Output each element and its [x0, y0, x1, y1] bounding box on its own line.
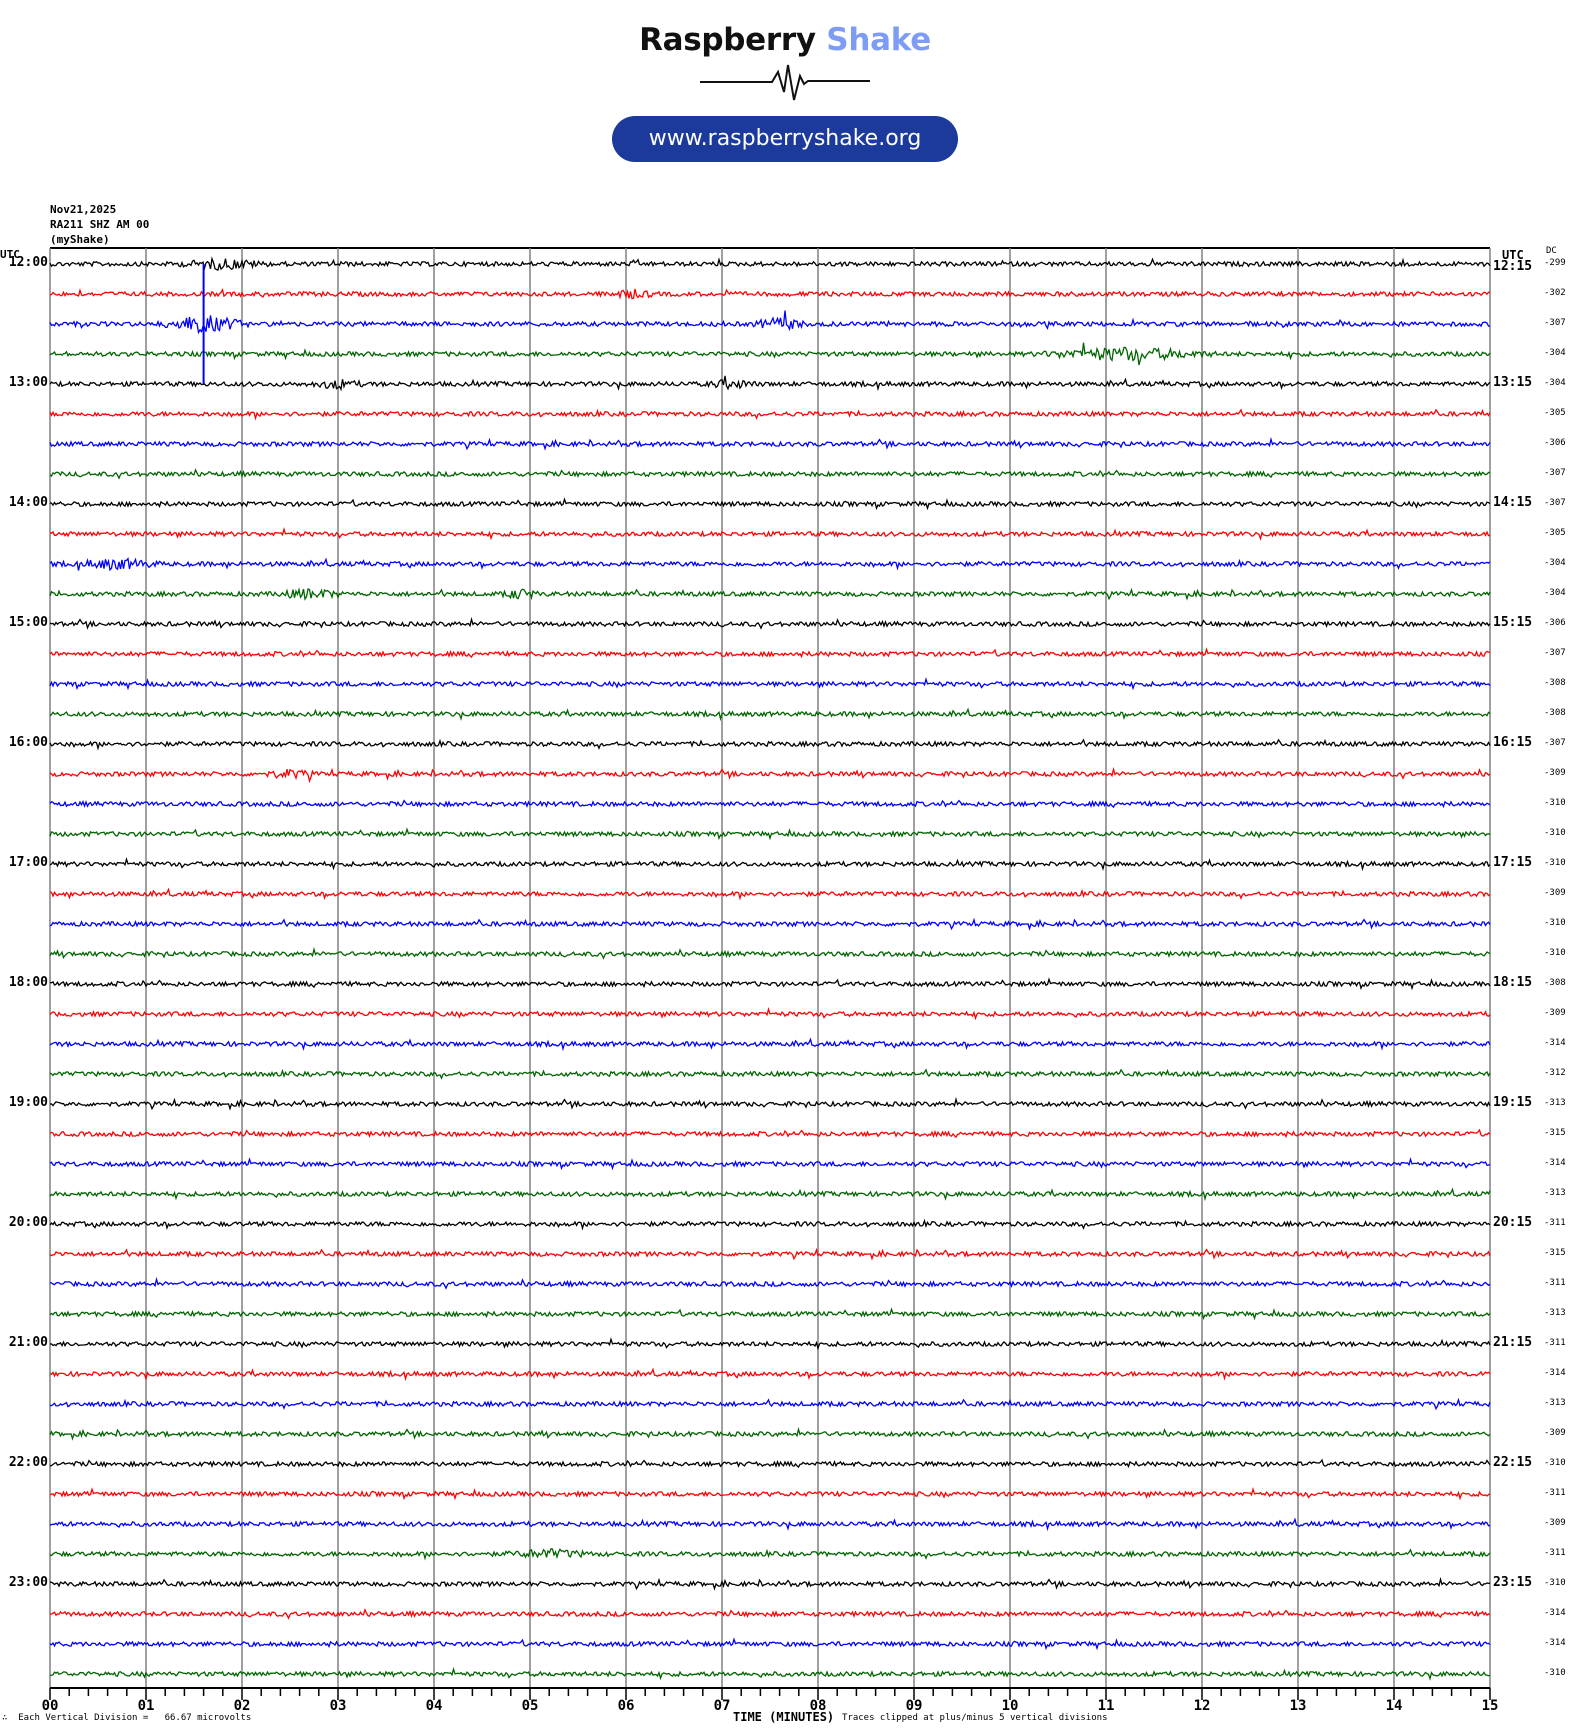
right-hour-label: 22:15 — [1493, 1455, 1533, 1470]
left-hour-label: 15:00 — [8, 615, 48, 630]
dc-offset-label: -308 — [1544, 708, 1566, 718]
right-hour-label: 13:15 — [1493, 375, 1533, 390]
right-hour-label: 15:15 — [1493, 615, 1533, 630]
right-hour-label: 12:15 — [1493, 259, 1533, 274]
trace-19 — [50, 829, 1490, 838]
trace-45 — [50, 1610, 1490, 1618]
x-tick-label: 00 — [41, 1698, 59, 1714]
trace-8 — [50, 499, 1490, 508]
dc-offset-label: -305 — [1544, 408, 1566, 418]
dc-header: DC — [1546, 246, 1557, 256]
x-tick-label: 15 — [1481, 1698, 1499, 1714]
trace-23 — [50, 949, 1490, 958]
dc-offset-label: -310 — [1544, 1578, 1566, 1588]
trace-16 — [50, 740, 1490, 748]
clip-note: Traces clipped at plus/minus 5 vertical divisions — [842, 1713, 1108, 1723]
dc-offset-label: -309 — [1544, 768, 1566, 778]
left-hour-label: 20:00 — [8, 1215, 48, 1230]
right-hour-label: 16:15 — [1493, 735, 1533, 750]
right-hour-label: 19:15 — [1493, 1095, 1533, 1110]
scale-note — [2, 1713, 251, 1723]
date-label: Nov21,2025 — [50, 203, 117, 216]
x-tick-label: 12 — [1193, 1698, 1211, 1714]
trace-34 — [50, 1279, 1490, 1288]
dc-offset-label: -307 — [1544, 318, 1566, 328]
trace-36 — [50, 1339, 1490, 1348]
left-hour-label: 19:00 — [8, 1095, 48, 1110]
dc-offset-label: -309 — [1544, 1518, 1566, 1528]
dc-offset-label: -314 — [1544, 1158, 1566, 1168]
dc-offset-label: -314 — [1544, 1368, 1566, 1378]
dc-offset-label: -309 — [1544, 1428, 1566, 1438]
x-tick-label: 08 — [809, 1698, 827, 1714]
logo-title-raspberry: Raspberry — [639, 22, 816, 58]
right-hour-label: 23:15 — [1493, 1575, 1533, 1590]
trace-15 — [50, 709, 1490, 718]
x-tick-label: 10 — [1001, 1698, 1019, 1714]
dc-offset-label: -310 — [1544, 858, 1566, 868]
dc-offset-label: -311 — [1544, 1278, 1566, 1288]
dc-offset-label: -302 — [1544, 288, 1566, 298]
x-axis-title: TIME (MINUTES) — [733, 1710, 835, 1724]
trace-40 — [50, 1460, 1490, 1467]
dc-offset-label: -309 — [1544, 1008, 1566, 1018]
website-url-link[interactable]: www.raspberryshake.org — [612, 116, 958, 162]
x-tick-label: 01 — [137, 1698, 155, 1714]
dc-offset-label: -315 — [1544, 1248, 1566, 1258]
left-hour-label: 17:00 — [8, 855, 48, 870]
trace-22 — [50, 920, 1490, 929]
trace-9 — [50, 529, 1490, 538]
trace-37 — [50, 1369, 1490, 1378]
left-hour-label: 22:00 — [8, 1455, 48, 1470]
trace-41 — [50, 1489, 1490, 1498]
trace-11 — [50, 589, 1490, 599]
dc-offset-label: -304 — [1544, 558, 1566, 568]
x-axis — [50, 1688, 1490, 1700]
dc-offset-label: -314 — [1544, 1038, 1566, 1048]
scale-prefix: Each Vertical Division = — [18, 1713, 149, 1723]
dc-offset-label: -304 — [1544, 588, 1566, 598]
x-tick-label: 09 — [905, 1698, 923, 1714]
scale-value: 66.67 microvolts — [164, 1713, 252, 1723]
right-hour-label: 18:15 — [1493, 975, 1533, 990]
dc-offset-label: -311 — [1544, 1338, 1566, 1348]
x-tick-label: 04 — [425, 1698, 443, 1714]
trace-35 — [50, 1309, 1490, 1318]
dc-offset-label: -309 — [1544, 888, 1566, 898]
corner-mark: ∴ — [2, 1713, 8, 1723]
x-tick-label: 06 — [617, 1698, 635, 1714]
grid-lines — [50, 248, 1490, 1688]
left-utc-header: UTC — [0, 248, 20, 261]
left-hour-label: 12:00 — [8, 255, 48, 270]
dc-offset-label: -311 — [1544, 1218, 1566, 1228]
trace-3 — [50, 343, 1490, 365]
x-tick-label: 14 — [1385, 1698, 1403, 1714]
right-hour-label: 14:15 — [1493, 495, 1533, 510]
trace-20 — [50, 859, 1490, 868]
trace-25 — [50, 1009, 1490, 1018]
traces — [50, 259, 1490, 1679]
x-tick-label: 13 — [1289, 1698, 1307, 1714]
left-hour-label: 16:00 — [8, 735, 48, 750]
dc-offset-label: -313 — [1544, 1398, 1566, 1408]
x-tick-label: 02 — [233, 1698, 251, 1714]
dc-offset-label: -305 — [1544, 528, 1566, 538]
dc-offset-label: -312 — [1544, 1068, 1566, 1078]
dc-offset-label: -314 — [1544, 1638, 1566, 1648]
trace-42 — [50, 1519, 1490, 1528]
trace-27 — [50, 1070, 1490, 1078]
dc-offset-label: -310 — [1544, 918, 1566, 928]
dc-offset-label: -299 — [1544, 258, 1566, 268]
trace-10 — [50, 559, 1490, 571]
trace-18 — [50, 801, 1490, 808]
trace-1 — [50, 289, 1490, 299]
dc-offset-label: -306 — [1544, 438, 1566, 448]
dc-offset-label: -307 — [1544, 648, 1566, 658]
dc-offset-label: -313 — [1544, 1098, 1566, 1108]
network-label: (myShake) — [50, 233, 110, 246]
trace-46 — [50, 1639, 1490, 1648]
dc-offset-label: -310 — [1544, 948, 1566, 958]
trace-5 — [50, 410, 1490, 418]
trace-38 — [50, 1400, 1490, 1409]
dc-offset-label: -308 — [1544, 678, 1566, 688]
dc-offset-label: -310 — [1544, 828, 1566, 838]
dc-offset-label: -311 — [1544, 1548, 1566, 1558]
trace-33 — [50, 1250, 1490, 1259]
trace-29 — [50, 1130, 1490, 1137]
x-tick-label: 03 — [329, 1698, 347, 1714]
trace-0 — [50, 259, 1490, 270]
left-hour-label: 18:00 — [8, 975, 48, 990]
dc-offset-label: -311 — [1544, 1488, 1566, 1498]
dc-offset-label: -307 — [1544, 468, 1566, 478]
trace-4 — [50, 376, 1490, 389]
trace-26 — [50, 1039, 1490, 1048]
logo-title-shake: Shake — [826, 22, 931, 58]
trace-24 — [50, 979, 1490, 988]
trace-21 — [50, 889, 1490, 898]
dc-offset-label: -304 — [1544, 348, 1566, 358]
trace-47 — [50, 1669, 1490, 1678]
trace-32 — [50, 1221, 1490, 1228]
dc-offset-label: -308 — [1544, 978, 1566, 988]
trace-12 — [50, 619, 1490, 628]
dc-offset-label: -306 — [1544, 618, 1566, 628]
trace-31 — [50, 1189, 1490, 1198]
trace-17 — [50, 769, 1490, 781]
left-hour-label: 13:00 — [8, 375, 48, 390]
x-tick-label: 11 — [1097, 1698, 1115, 1714]
right-hour-label: 21:15 — [1493, 1335, 1533, 1350]
x-tick-label: 07 — [713, 1698, 731, 1714]
right-hour-label: 20:15 — [1493, 1215, 1533, 1230]
trace-44 — [50, 1579, 1490, 1588]
dc-offset-label: -310 — [1544, 1458, 1566, 1468]
left-hour-label: 23:00 — [8, 1575, 48, 1590]
trace-28 — [50, 1099, 1490, 1108]
dc-offset-label: -310 — [1544, 798, 1566, 808]
dc-offset-label: -310 — [1544, 1668, 1566, 1678]
trace-7 — [50, 470, 1490, 478]
dc-offset-label: -307 — [1544, 498, 1566, 508]
trace-14 — [50, 679, 1490, 688]
left-hour-label: 14:00 — [8, 495, 48, 510]
dc-offset-label: -307 — [1544, 738, 1566, 748]
trace-6 — [50, 439, 1490, 448]
x-tick-label: 05 — [521, 1698, 539, 1714]
dc-offset-label: -314 — [1544, 1608, 1566, 1618]
dc-offset-label: -304 — [1544, 378, 1566, 388]
right-hour-label: 17:15 — [1493, 855, 1533, 870]
dc-offset-label: -313 — [1544, 1188, 1566, 1198]
left-hour-label: 21:00 — [8, 1335, 48, 1350]
trace-30 — [50, 1159, 1490, 1168]
trace-13 — [50, 649, 1490, 657]
trace-43 — [50, 1549, 1490, 1558]
dc-offset-label: -313 — [1544, 1308, 1566, 1318]
trace-39 — [50, 1429, 1490, 1438]
trace-2 — [50, 311, 1490, 333]
station-label: RA211 SHZ AM 00 — [50, 218, 150, 231]
dc-offset-label: -315 — [1544, 1128, 1566, 1138]
right-utc-header: UTC — [1502, 248, 1524, 262]
